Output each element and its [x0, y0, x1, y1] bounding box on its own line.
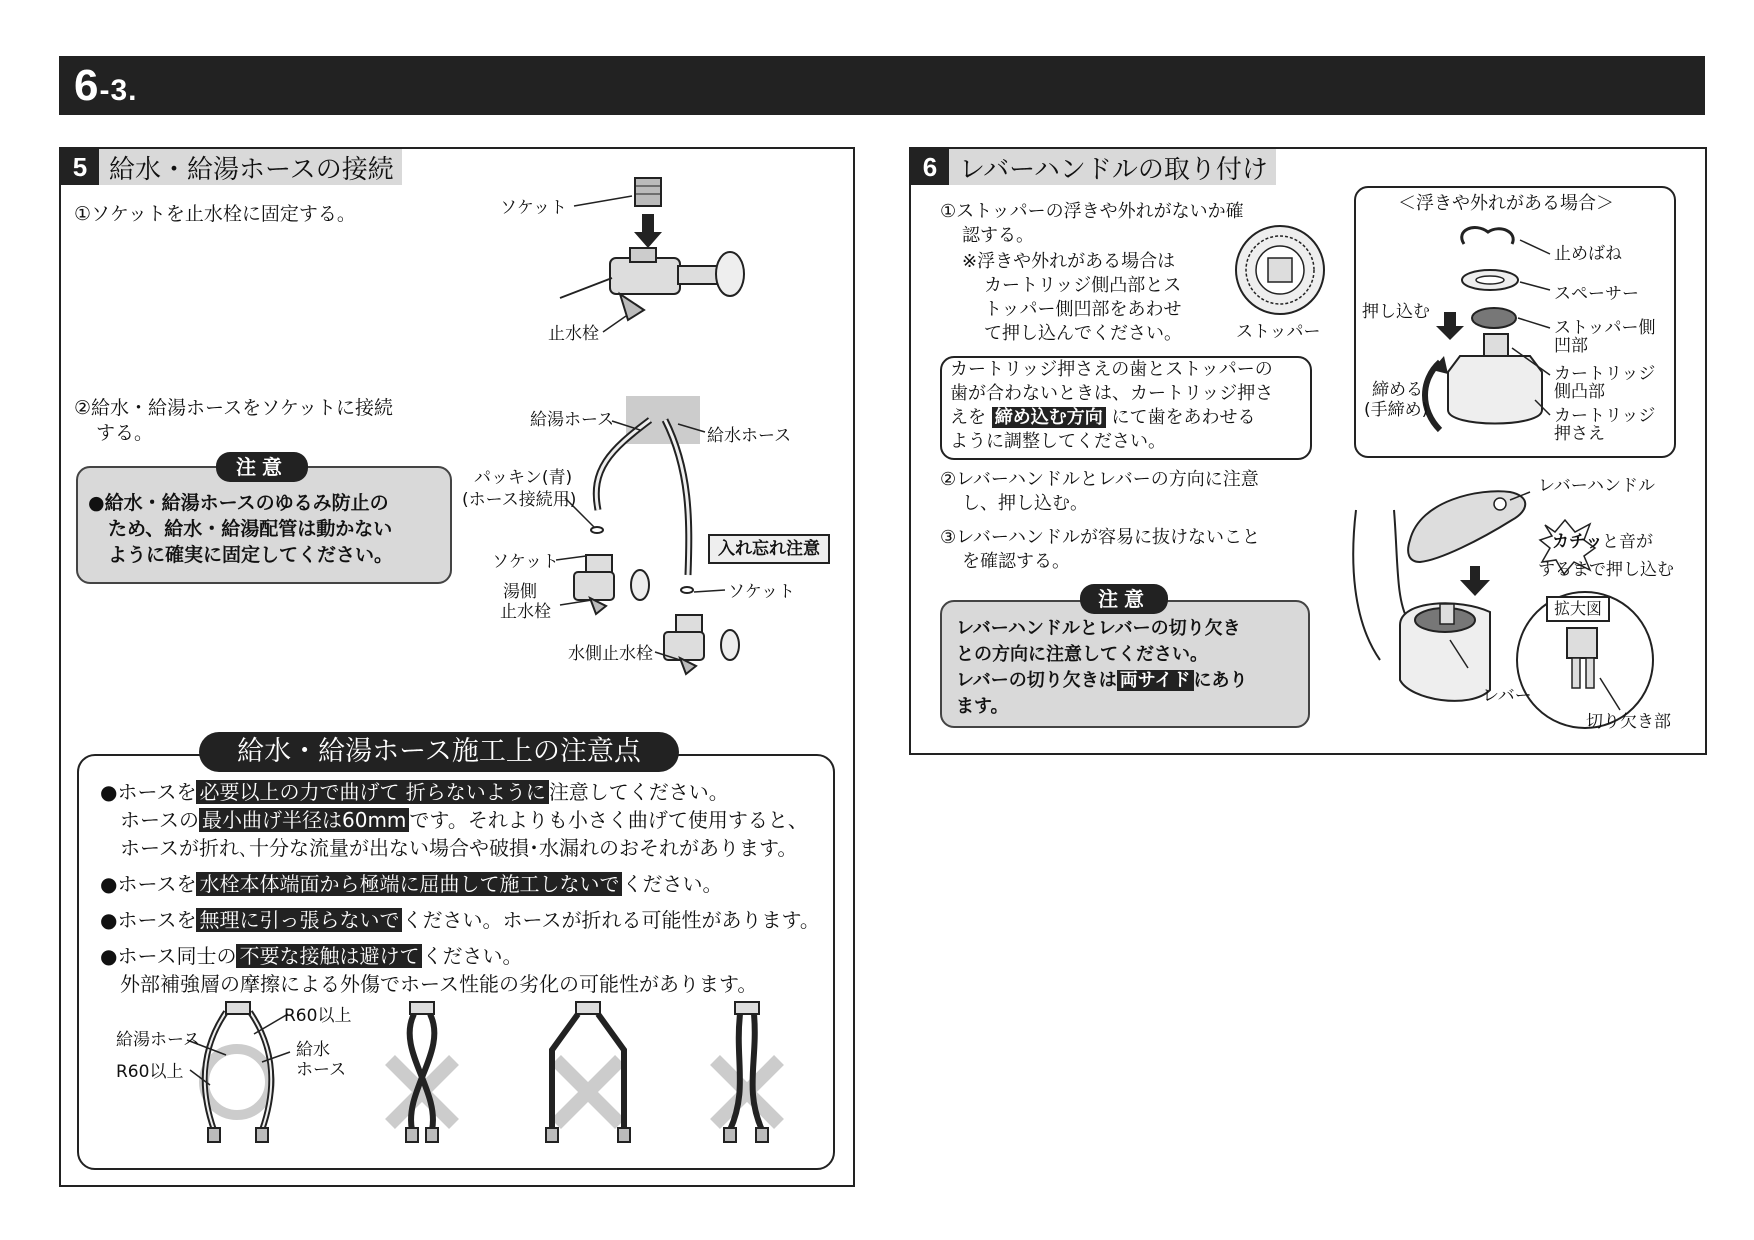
socket-stop-valve-illustration [570, 170, 750, 340]
label-hot-valve-2: 止水栓 [500, 602, 551, 622]
label-cartridge-holder-1: カートリッジ [1554, 406, 1656, 426]
s6-step-3-line-2: を確認する。 [962, 551, 1070, 572]
note-1-line-2: ホースの 最小曲げ半径は60mm です。それよりも小さく曲げて使用すると、 [120, 808, 808, 832]
section-5-caution-line-3: ように確実に固定してください。 [108, 544, 394, 566]
section-6-caution-tag: 注意 [1080, 584, 1168, 614]
fig-label-hot-hose: 給湯ホース [116, 1030, 201, 1050]
lever-handle-illustration [0, 0, 1, 1]
fig-label-r60-left: R60以上 [116, 1062, 184, 1082]
header-bar [59, 56, 1705, 115]
label-cartridge-holder-2: 押さえ [1554, 424, 1605, 444]
label-sound-2: するまで押し込む [1538, 560, 1674, 580]
section-6-caution-line-3: レバーの切り欠きは 両サイド にあり [956, 670, 1248, 691]
s6-step-1-note-2: カートリッジ側凸部とス [984, 275, 1182, 296]
note-2: ●ホースを 水栓本体端面から極端に屈曲して施工しないで ください。 [100, 872, 723, 896]
note-3: ●ホースを 無理に引っ張らないで ください。ホースが折れる可能性があります。 [100, 908, 820, 932]
note-1-line-3: ホースが折れ､十分な流量が出ない場合や破損･水漏れのおそれがあります。 [120, 836, 798, 860]
reminder-badge: 入れ忘れ注意 [708, 534, 830, 564]
section-6-title: レバーハンドルの取り付け [959, 154, 1268, 185]
fig-label-cold-hose-1: 給水 [296, 1040, 330, 1060]
section-5-step-1: ①ソケットを止水栓に固定する。 [74, 203, 356, 225]
note-4-line-1: ●ホース同士の 不要な接触は避けて ください。 [100, 944, 523, 968]
section-5-caution-line-2: ため、給水・給湯配管は動かない [108, 518, 393, 540]
label-lever-handle: レバーハンドル [1538, 476, 1655, 496]
s6-step-1-note-3: トッパー側凹部をあわせ [984, 299, 1182, 320]
label-push-in: 押し込む [1362, 302, 1430, 322]
fig-label-r60-top: R60以上 [284, 1006, 352, 1026]
label-tighten-2: (手締め) [1364, 400, 1429, 420]
label-click: カチッ [1552, 532, 1603, 552]
section-6-caution-line-4: ます。 [956, 696, 1009, 717]
s6-step-2-line-2: し、押し込む。 [962, 493, 1088, 514]
s6-step-3-line-1: ③レバーハンドルが容易に抜けないこと [940, 527, 1260, 548]
s6-step-1-line-2: 認する。 [962, 225, 1034, 246]
label-hot-hose: 給湯ホース [530, 410, 615, 430]
label-stopper-recess-1: ストッパー側 [1554, 318, 1656, 338]
section-6-number: 6 [911, 149, 949, 185]
section-5-step-2-line-1: ②給水・給湯ホースをソケットに接続 [74, 397, 393, 419]
label-cartridge-protrusion-2: 側凸部 [1554, 382, 1605, 402]
label-sound-1: と音が [1602, 532, 1653, 552]
label-cold-valve: 水側止水栓 [568, 644, 653, 664]
magnified-view-badge: 拡大図 [1546, 596, 1610, 622]
label-socket-right: ソケット [728, 582, 795, 602]
section-5-number: 5 [61, 149, 99, 185]
label-spacer: スペーサー [1554, 284, 1639, 304]
label-tighten-1: 締める [1372, 380, 1423, 400]
section-5-caution-line-1: ●給水・給湯ホースのゆるみ防止の [88, 492, 389, 514]
s6-step-1-note-1: ※浮きや外れがある場合は [962, 251, 1176, 272]
s6-step-2-line-1: ②レバーハンドルとレバーの方向に注意 [940, 469, 1259, 490]
s6-note-line-2: 歯が合わないときは、カートリッジ押さ [950, 383, 1274, 404]
label-cold-hose: 給水ホース [707, 426, 792, 446]
label-retaining-spring: 止めばね [1554, 244, 1622, 264]
s6-note-line-4: ように調整してください。 [950, 431, 1166, 452]
label-stopper: ストッパー [1236, 322, 1321, 342]
section-5-title-bar [61, 149, 402, 185]
page-number: 6-3. [74, 61, 138, 110]
label-packing-1: パッキン(青) [474, 468, 573, 488]
section-6-caution-line-1: レバーハンドルとレバーの切り欠き [956, 618, 1241, 639]
label-packing-2: (ホース接続用) [462, 490, 577, 510]
label-notch: 切り欠き部 [1586, 712, 1671, 732]
s6-note-line-3: えを 締め込む方向 にて歯をあわせる [950, 407, 1256, 428]
section-5-caution-tag: 注意 [216, 452, 308, 482]
note-1-line-1: ●ホースを 必要以上の力で曲げて 折らないように 注意してください。 [100, 780, 729, 804]
note-4-line-2: 外部補強層の摩擦による外傷でホース性能の劣化の可能性があります。 [120, 972, 758, 996]
fig-label-cold-hose-2: ホース [296, 1060, 347, 1080]
section-6-title-bar [911, 149, 1276, 185]
section-6-caution-line-2: との方向に注意してください。 [956, 644, 1208, 665]
hose-notes-title: 給水・給湯ホース施工上の注意点 [199, 732, 679, 772]
label-hot-valve-1: 湯側 [503, 582, 537, 602]
section-5-step-2-line-2: する。 [96, 422, 154, 444]
label-stopper-recess-2: 凹部 [1554, 336, 1588, 356]
section-5-title: 給水・給湯ホースの接続 [109, 154, 394, 185]
label-cartridge-protrusion-1: カートリッジ [1554, 364, 1656, 384]
s6-note-line-1: カートリッジ押さえの歯とストッパーの [950, 359, 1273, 380]
label-stop-valve: 止水栓 [548, 324, 599, 344]
label-socket-left: ソケット [492, 552, 559, 572]
float-box-title: ＜浮きや外れがある場合＞ [1398, 193, 1614, 214]
label-lever: レバー [1482, 686, 1532, 706]
label-socket: ソケット [500, 198, 567, 218]
s6-step-1-note-4: て押し込んでください。 [984, 323, 1182, 344]
s6-step-1-line-1: ①ストッパーの浮きや外れがないか確 [940, 201, 1244, 222]
